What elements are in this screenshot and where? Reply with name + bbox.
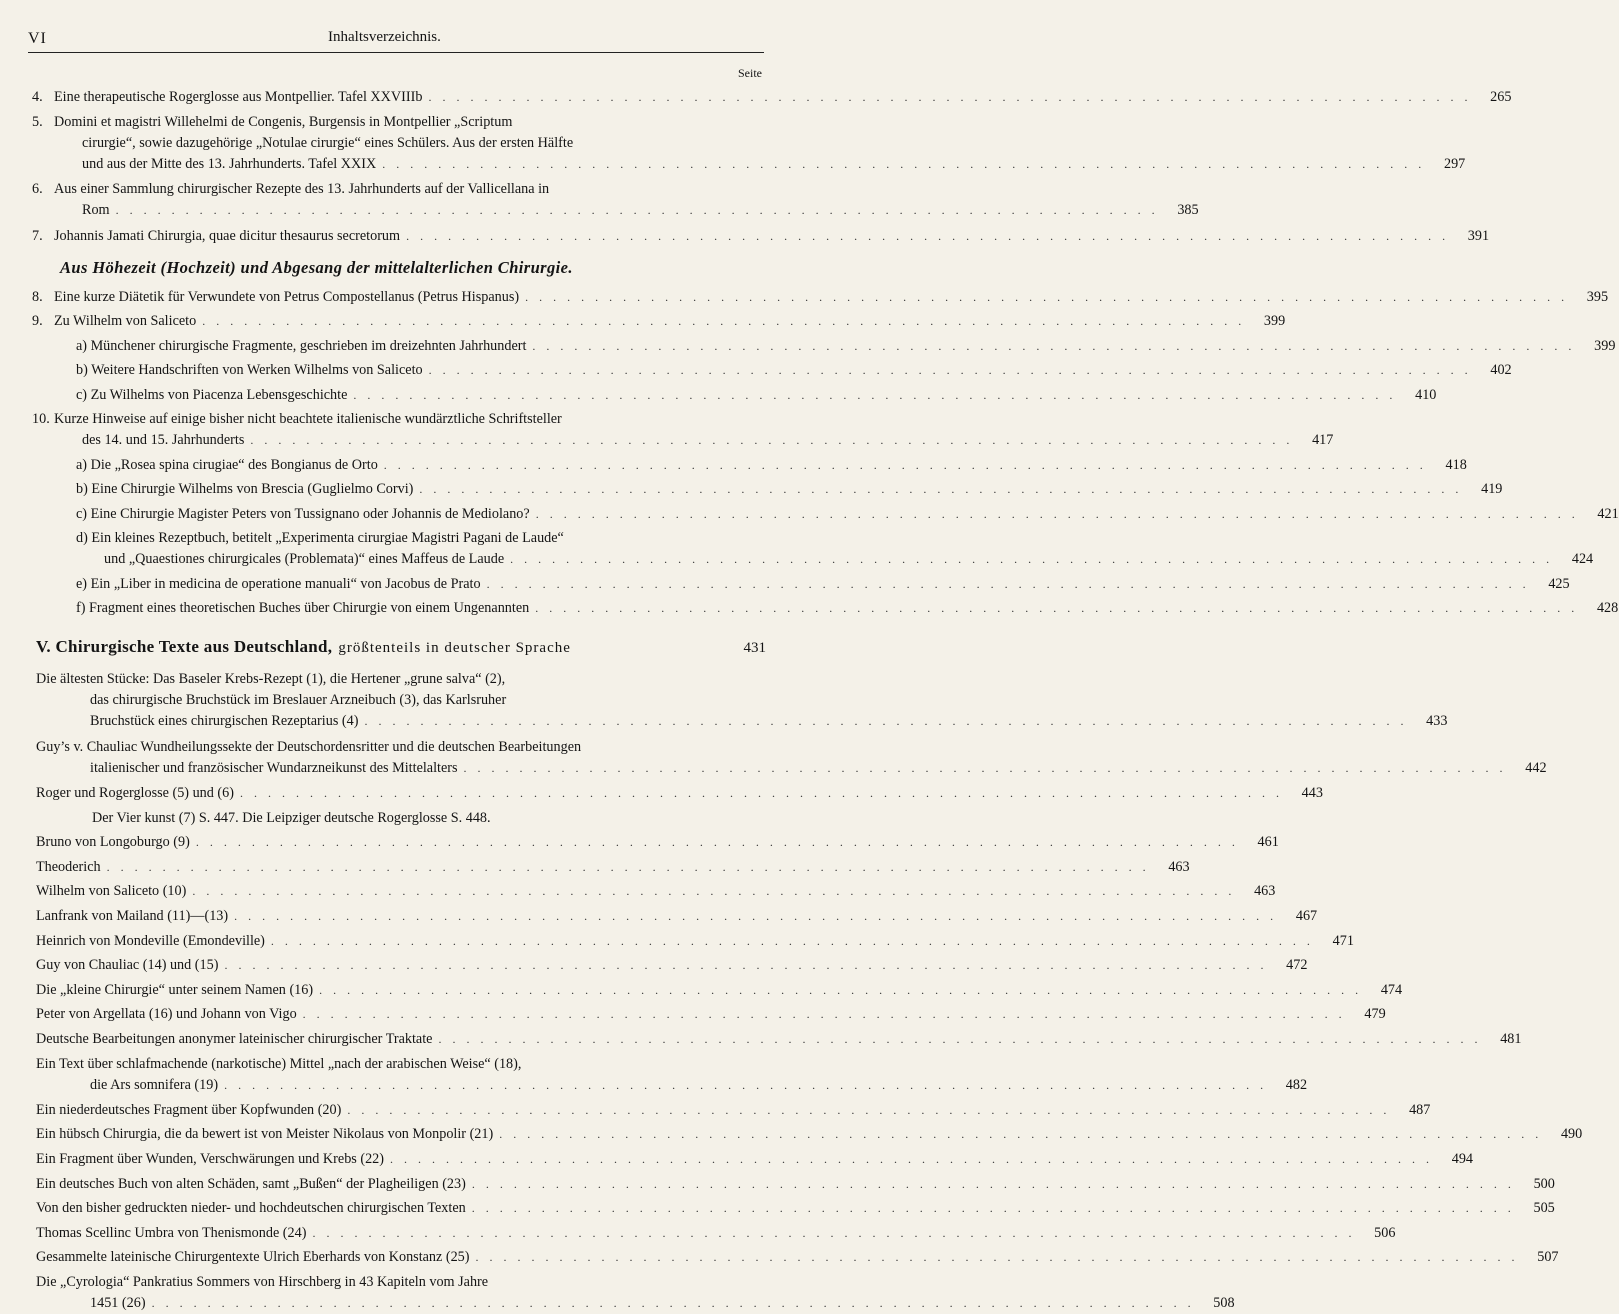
toc-entry-page: 410 <box>1415 386 1437 403</box>
toc-entry <box>0 980 1403 1001</box>
dot-leader <box>202 311 1245 332</box>
toc-entry-text: Rom <box>82 202 110 219</box>
toc-entry-page: 421 <box>1597 505 1619 522</box>
toc-entry-line <box>0 690 800 711</box>
toc-entry <box>0 528 1594 570</box>
toc-entry-page: 419 <box>1481 481 1503 498</box>
toc-entry-line <box>0 549 1594 570</box>
toc-entry-text: Johannis Jamati Chirurgia, quae dicitur thesaurus secretorum <box>54 227 401 244</box>
toc-entry-line <box>0 455 1467 476</box>
toc-entry <box>0 1054 1308 1096</box>
toc-entry-text: b) Eine Chirurgie Wilhelms von Brescia (Guglielmo Corvi) <box>76 481 414 498</box>
toc-entry-text: Guy’s v. Chauliac Wundheilungssekte der Deutschordensritter und die deutschen Bearbeitungen <box>36 738 582 755</box>
toc-entry-page: 418 <box>1445 456 1467 473</box>
toc-entry-page: 395 <box>1586 289 1609 305</box>
toc-entry-page: 424 <box>1571 551 1594 567</box>
toc-entry-text: Roger und Rogerglosse (5) und (6) <box>36 785 234 801</box>
toc-entry-text: Die ältesten Stücke: Das Baseler Krebs-Rezept (1), die Hertener „grune salva“ (2), <box>36 671 506 687</box>
toc-entry-page: 265 <box>1490 89 1512 105</box>
toc-entry-line <box>0 955 1308 976</box>
toc-entry-line <box>0 1198 1555 1219</box>
dot-leader <box>250 430 1293 451</box>
part-heading-subtitle: größtenteils in deutscher Sprache <box>338 640 571 656</box>
toc-entry <box>0 311 1286 332</box>
toc-entry-text: c) Eine Chirurgie Magister Peters von Tussignano oder Johannis de Mediolano? <box>76 505 530 522</box>
toc-entry-line <box>0 574 1570 595</box>
dot-leader <box>499 1124 1542 1145</box>
toc-entry-text: cirurgie“, sowie dazugehörige „Notulae cirurgie“ eines Schülers. Aus der ersten Hälfte <box>82 134 574 151</box>
toc-entry <box>0 783 1323 804</box>
toc-entry-line <box>0 385 1437 406</box>
dot-leader <box>271 931 1314 952</box>
toc-entry-line <box>0 311 1286 332</box>
toc-entry-page: 433 <box>1426 713 1448 729</box>
toc-entry-page: 461 <box>1257 834 1279 851</box>
toc-entry <box>0 574 1570 595</box>
toc-entry-number: 4. <box>32 89 43 105</box>
toc-entry <box>0 112 1466 175</box>
toc-entry <box>0 881 1276 902</box>
dot-leader <box>303 1004 1346 1025</box>
dot-leader <box>116 200 1159 221</box>
toc-entry-line <box>0 1029 1522 1050</box>
toc-entry-number: 5. <box>32 113 43 130</box>
toc-entry <box>0 1100 1431 1121</box>
toc-entry <box>0 87 1512 108</box>
toc-entry <box>0 931 1354 952</box>
toc-entry-page: 472 <box>1286 957 1308 974</box>
dot-leader <box>224 955 1267 976</box>
dot-leader <box>438 1029 1481 1050</box>
toc-entry-line <box>0 1100 1431 1121</box>
toc-entry-line <box>0 430 1334 451</box>
toc-entry-text: e) Ein „Liber in medicina de operatione manuali“ von Jacobus de Prato <box>76 575 481 592</box>
toc-entry-text: Domini et magistri Willehelmi de Congenis, Burgensis in Montpellier „Scriptum <box>54 113 513 130</box>
toc-entry-line <box>0 112 800 133</box>
toc-entry <box>0 504 1619 525</box>
toc-entry-line <box>0 1293 1235 1314</box>
part-heading <box>36 637 766 657</box>
toc-entry-line <box>0 832 1279 853</box>
toc-entry-text: Peter von Argellata (16) und Johann von Vigo <box>36 1006 297 1023</box>
toc-entry-line <box>0 1272 800 1293</box>
toc-entry <box>0 737 1547 779</box>
dot-leader <box>536 504 1579 525</box>
toc-entry-page: 506 <box>1374 1224 1396 1241</box>
toc-entry-line <box>0 980 1403 1001</box>
dot-leader <box>196 832 1239 853</box>
toc-entry-line <box>0 528 800 549</box>
toc-entry-text: 1451 (26) <box>90 1295 146 1311</box>
toc-entry-line <box>0 758 1547 779</box>
dot-leader <box>510 549 1553 570</box>
toc-entry <box>0 1174 1555 1195</box>
toc-entry-text: Der Vier kunst (7) S. 447. Die Leipziger deutsche Rogerglosse S. 448. <box>92 809 491 826</box>
toc-entry-page: 467 <box>1295 908 1318 924</box>
toc-entry-line <box>0 1054 800 1075</box>
toc-entry-page: 297 <box>1443 155 1466 172</box>
dot-leader <box>152 1293 1195 1314</box>
toc-entry-page: 487 <box>1409 1101 1431 1118</box>
toc-entry-line <box>0 857 1190 878</box>
toc-entry-page: 428 <box>1596 600 1619 617</box>
dot-leader <box>353 385 1396 406</box>
toc-entry-page: 482 <box>1285 1076 1308 1093</box>
toc-entry-number: 9. <box>32 313 43 330</box>
toc-entry-text: Thomas Scellinc Umbra von Thenismonde (24) <box>36 1224 307 1241</box>
toc-entry-line <box>0 287 1609 308</box>
toc-entry-text: b) Weitere Handschriften von Werken Wilhelms von Saliceto <box>76 362 423 379</box>
toc-entry-text: Zu Wilhelm von Saliceto <box>54 313 197 330</box>
toc-entry-line <box>0 1149 1473 1170</box>
toc-entry <box>0 360 1512 381</box>
toc-entry-page: 463 <box>1254 883 1276 900</box>
toc-entry <box>0 1149 1473 1170</box>
toc-entry-text: Ein niederdeutsches Fragment über Kopfwunden (20) <box>36 1101 342 1118</box>
dot-leader <box>525 287 1568 308</box>
toc-entry-line <box>0 737 800 758</box>
dot-leader <box>429 360 1472 381</box>
dot-leader <box>428 87 1471 108</box>
toc-entry-text: Deutsche Bearbeitungen anonymer lateinischer chirurgischer Traktate <box>36 1031 433 1047</box>
toc-entry <box>0 287 1609 308</box>
toc-entry <box>0 857 1190 878</box>
section-heading: Aus Höhezeit (Hochzeit) und Abgesang der mittelalterlichen Chirurgie. <box>60 258 573 277</box>
toc-entry <box>0 832 1279 853</box>
toc-entry-line <box>0 1004 1386 1025</box>
toc-entry-line <box>0 360 1512 381</box>
toc-entry-line <box>0 783 1323 804</box>
toc-entry-text: Die „Cyrologia“ Pankratius Sommers von Hirschberg in 43 Kapiteln vom Jahre <box>36 1274 489 1290</box>
part-heading-page: 431 <box>743 640 766 656</box>
toc-entry-text: die Ars somnifera (19) <box>90 1076 219 1093</box>
dot-leader <box>406 226 1449 247</box>
toc-entry-text: Die „kleine Chirurgie“ unter seinem Namen (16) <box>36 981 314 998</box>
toc-entry-text: Ein Fragment über Wunden, Verschwärungen und Krebs (22) <box>36 1151 384 1167</box>
dot-leader <box>464 758 1507 779</box>
toc-entry <box>0 1124 1583 1145</box>
toc-entry <box>0 669 1448 732</box>
toc-entry-text: das chirurgische Bruchstück im Breslauer Arzneibuch (3), das Karlsruher <box>90 692 507 708</box>
toc-entry-line <box>0 504 1619 525</box>
toc-entry-page: 481 <box>1500 1031 1522 1047</box>
toc-entry-page: 507 <box>1537 1249 1559 1266</box>
toc-entry-page: 391 <box>1467 227 1490 244</box>
toc-entry-page: 402 <box>1490 362 1512 379</box>
dot-leader <box>390 1149 1433 1170</box>
toc-entry-text: c) Zu Wilhelms von Piacenza Lebensgeschichte <box>76 386 348 403</box>
toc-entry-number: 7. <box>32 227 43 244</box>
toc-entry-line <box>0 1174 1555 1195</box>
toc-entry-text: und aus der Mitte des 13. Jahrhunderts. Tafel XXIX <box>82 155 377 172</box>
toc-entry-text: Aus einer Sammlung chirurgischer Rezepte des 13. Jahrhunderts auf der Vallicellana in <box>54 181 550 198</box>
toc-entry-text: Theoderich <box>36 858 101 875</box>
toc-entry-line <box>0 1124 1583 1145</box>
dot-leader <box>240 783 1283 804</box>
dot-leader <box>234 906 1277 927</box>
toc-entry-text: Ein hübsch Chirurgia, die da bewert ist von Meister Nikolaus von Monpolir (21) <box>36 1126 494 1143</box>
toc-entry-text: Lanfrank von Mailand (11)—(13) <box>36 908 229 924</box>
toc-entry-line <box>0 1075 1308 1096</box>
toc-entry <box>0 1029 1522 1050</box>
toc-entry-page: 494 <box>1451 1151 1473 1167</box>
toc-entry-line <box>0 881 1276 902</box>
seite-label: Seite <box>738 66 762 80</box>
toc-entry-text: Bruchstück eines chirurgischen Rezeptarius (4) <box>90 713 359 729</box>
toc-entry-text: Guy von Chauliac (14) und (15) <box>36 957 219 974</box>
toc-entry-page: 508 <box>1213 1295 1235 1311</box>
toc-entry <box>0 1272 1235 1314</box>
toc-entry-line <box>0 409 800 430</box>
toc-entry <box>0 808 800 829</box>
toc-entry-text: a) Münchener chirurgische Fragmente, geschrieben im dreizehnten Jahrhundert <box>76 337 527 354</box>
toc-entry-line <box>0 154 1466 175</box>
toc-entry <box>0 179 1199 221</box>
running-head <box>28 22 764 53</box>
toc-entry <box>0 1004 1386 1025</box>
dot-leader <box>535 598 1578 619</box>
toc-entry-text: Eine therapeutische Rogerglosse aus Montpellier. Tafel XXVIIIb <box>54 89 423 105</box>
dot-leader <box>382 154 1425 175</box>
toc-entry-page: 399 <box>1263 313 1286 330</box>
toc-entry-line <box>0 226 1490 247</box>
toc-entry <box>0 455 1467 476</box>
toc-entry-page: 425 <box>1548 575 1570 592</box>
toc-entry-line <box>0 200 1199 221</box>
dot-leader <box>224 1075 1267 1096</box>
dot-leader <box>476 1247 1519 1268</box>
toc-entry-text: Von den bisher gedruckten nieder- und hochdeutschen chirurgischen Texten <box>36 1200 466 1217</box>
toc-entry-text: f) Fragment eines theoretischen Buches über Chirurgie von einem Ungenannten <box>76 600 530 617</box>
toc-entry-text: Gesammelte lateinische Chirurgentexte Ulrich Eberhards von Konstanz (25) <box>36 1249 470 1266</box>
dot-leader <box>312 1223 1355 1244</box>
toc-entry-line <box>0 931 1354 952</box>
toc-entry-page: 471 <box>1332 932 1354 949</box>
dot-leader <box>487 574 1530 595</box>
toc-entry <box>0 906 1318 927</box>
toc-entry-line <box>0 711 1448 732</box>
toc-entry-page: 399 <box>1594 337 1616 354</box>
toc-entry-text: a) Die „Rosea spina cirugiae“ des Bongianus de Orto <box>76 456 378 473</box>
toc-entry-number: 10. <box>32 411 50 427</box>
toc-entry-page: 500 <box>1533 1175 1555 1192</box>
toc-entry <box>0 1247 1559 1268</box>
dot-leader <box>384 455 1427 476</box>
toc-entry-text: des 14. und 15. Jahrhunderts <box>82 432 245 448</box>
toc-entry-line <box>0 336 1616 357</box>
toc-entry-page: 505 <box>1533 1200 1555 1217</box>
page-title: Inhaltsverzeichnis. <box>328 29 441 45</box>
toc-entry <box>0 955 1308 976</box>
toc-entry <box>0 1198 1555 1219</box>
toc-entry-page: 417 <box>1312 432 1334 448</box>
toc-entry-line <box>0 808 800 829</box>
toc-entry-text: Heinrich von Mondeville (Emondeville) <box>36 932 265 949</box>
toc-entry <box>0 409 1334 451</box>
dot-leader <box>472 1198 1515 1219</box>
toc-entry-line <box>0 179 800 200</box>
page-number: VI <box>28 30 47 47</box>
toc-entry-line <box>0 906 1318 927</box>
toc-entry-text: Eine kurze Diätetik für Verwundete von Petrus Compostellanus (Petrus Hispanus) <box>54 289 520 305</box>
toc-entry <box>0 226 1490 247</box>
toc-entry-line <box>0 1223 1396 1244</box>
toc-entry-text: Wilhelm von Saliceto (10) <box>36 883 187 900</box>
toc-entry-line <box>0 1247 1559 1268</box>
toc-entry-page: 385 <box>1177 202 1199 219</box>
toc-entry-text: Bruno von Longoburgo (9) <box>36 834 190 851</box>
toc-entry-text: Kurze Hinweise auf einige bisher nicht beachtete italienische wundärztliche Schriftsteller <box>54 411 562 427</box>
toc-entry-page: 442 <box>1525 759 1547 776</box>
dot-leader <box>319 980 1362 1001</box>
dot-leader <box>532 336 1575 357</box>
toc-entry-number: 8. <box>32 289 43 305</box>
dot-leader <box>347 1100 1390 1121</box>
toc-entry <box>0 479 1503 500</box>
dot-leader <box>364 711 1407 732</box>
toc-entry <box>0 336 1616 357</box>
toc-entry-text: Ein deutsches Buch von alten Schäden, samt „Bußen“ der Plagheiligen (23) <box>36 1175 466 1192</box>
toc-entry-page: 490 <box>1560 1126 1583 1143</box>
toc-entry-text: italienischer und französischer Wundarzneikunst des Mittelalters <box>90 759 458 776</box>
toc-entry-line <box>0 87 1512 108</box>
toc-entry-text: Ein Text über schlafmachende (narkotische) Mittel „nach der arabischen Weise“ (18), <box>36 1055 522 1072</box>
toc-entry-line <box>0 669 800 690</box>
toc-entry-text: d) Ein kleines Rezeptbuch, betitelt „Experimenta cirurgiae Magistri Pagani de Laude“ <box>76 530 564 546</box>
toc-entry-text: und „Quaestiones chirurgicales (Problemata)“ eines Maffeus de Laude <box>104 551 505 567</box>
toc-entry <box>0 385 1437 406</box>
dot-leader <box>419 479 1462 500</box>
toc-entry-number: 6. <box>32 181 43 198</box>
dot-leader <box>472 1174 1515 1195</box>
part-heading-title: V. Chirurgische Texte aus Deutschland, <box>36 637 333 656</box>
toc-entry-page: 474 <box>1380 981 1403 998</box>
toc-entry-page: 463 <box>1168 858 1190 875</box>
toc-entry <box>0 1223 1396 1244</box>
toc-entry-page: 443 <box>1301 785 1323 801</box>
toc-entry-line <box>0 598 1619 619</box>
toc-entry <box>0 598 1619 619</box>
dot-leader <box>192 881 1235 902</box>
toc-entry-line <box>0 479 1503 500</box>
toc-entry-page: 479 <box>1364 1006 1386 1023</box>
toc-entry-line <box>0 133 800 154</box>
dot-leader <box>107 857 1150 878</box>
